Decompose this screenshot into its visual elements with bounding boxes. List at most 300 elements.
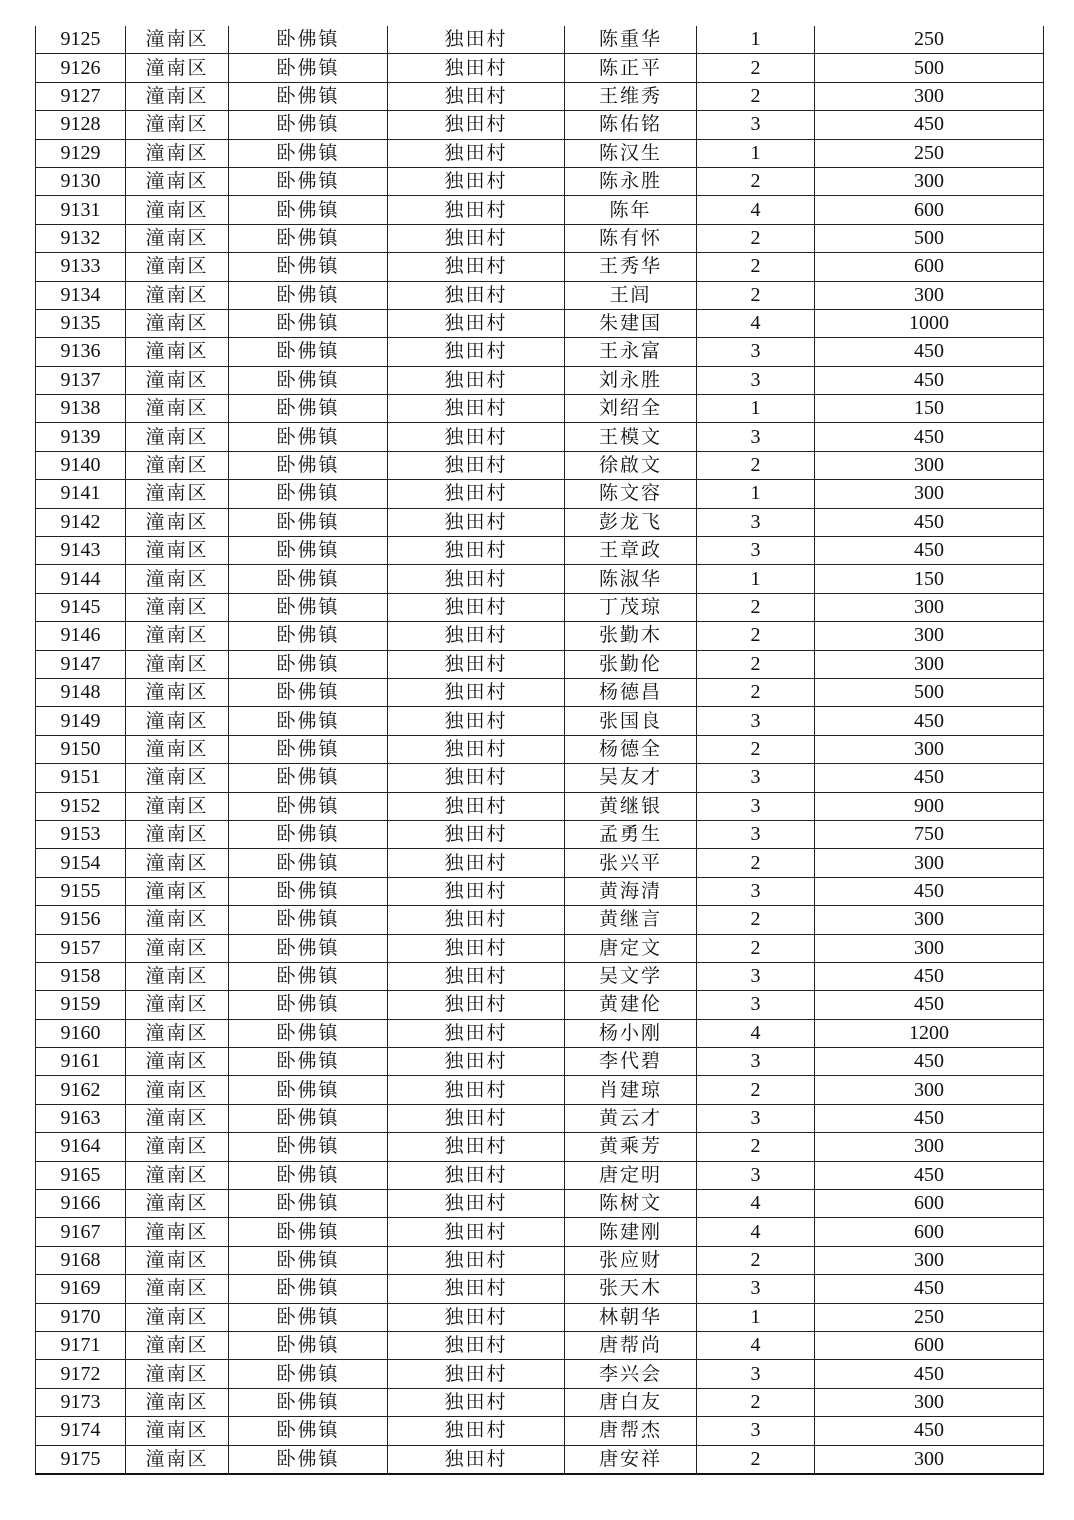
cell-village: 独田村 xyxy=(388,537,565,565)
cell-name: 唐安祥 xyxy=(565,1445,697,1474)
cell-town: 卧佛镇 xyxy=(229,508,388,536)
cell-village: 独田村 xyxy=(388,1048,565,1076)
table-row xyxy=(36,735,1044,763)
cell-district: 潼南区 xyxy=(126,1048,229,1076)
cell-town: 卧佛镇 xyxy=(229,792,388,820)
cell-count: 3 xyxy=(697,764,815,792)
cell-serial-number: 9159 xyxy=(36,991,126,1019)
cell-count: 2 xyxy=(697,735,815,763)
cell-serial-number: 9131 xyxy=(36,196,126,224)
cell-village: 独田村 xyxy=(388,82,565,110)
cell-amount: 300 xyxy=(815,934,1044,962)
cell-serial-number: 9134 xyxy=(36,281,126,309)
cell-count: 4 xyxy=(697,309,815,337)
cell-district: 潼南区 xyxy=(126,622,229,650)
table-row xyxy=(36,309,1044,337)
cell-town: 卧佛镇 xyxy=(229,1388,388,1416)
cell-count: 2 xyxy=(697,849,815,877)
cell-amount: 600 xyxy=(815,1190,1044,1218)
table-row xyxy=(36,423,1044,451)
cell-district: 潼南区 xyxy=(126,1275,229,1303)
cell-name: 朱建国 xyxy=(565,309,697,337)
cell-district: 潼南区 xyxy=(126,26,229,54)
cell-town: 卧佛镇 xyxy=(229,764,388,792)
cell-serial-number: 9169 xyxy=(36,1275,126,1303)
cell-name: 陈佑铭 xyxy=(565,111,697,139)
cell-district: 潼南区 xyxy=(126,139,229,167)
cell-amount: 300 xyxy=(815,1133,1044,1161)
cell-village: 独田村 xyxy=(388,820,565,848)
cell-town: 卧佛镇 xyxy=(229,1303,388,1331)
cell-town: 卧佛镇 xyxy=(229,1076,388,1104)
cell-count: 3 xyxy=(697,792,815,820)
cell-district: 潼南区 xyxy=(126,508,229,536)
table-row xyxy=(36,253,1044,281)
cell-amount: 450 xyxy=(815,537,1044,565)
cell-town: 卧佛镇 xyxy=(229,906,388,934)
cell-count: 1 xyxy=(697,1303,815,1331)
cell-town: 卧佛镇 xyxy=(229,82,388,110)
cell-name: 唐定文 xyxy=(565,934,697,962)
table-row xyxy=(36,1445,1044,1474)
cell-amount: 300 xyxy=(815,906,1044,934)
cell-count: 2 xyxy=(697,1246,815,1274)
table-row xyxy=(36,167,1044,195)
cell-name: 徐啟文 xyxy=(565,451,697,479)
cell-name: 杨德全 xyxy=(565,735,697,763)
table-row xyxy=(36,366,1044,394)
table-row xyxy=(36,26,1044,54)
cell-serial-number: 9137 xyxy=(36,366,126,394)
cell-name: 黄继言 xyxy=(565,906,697,934)
cell-count: 4 xyxy=(697,1190,815,1218)
cell-name: 丁茂琼 xyxy=(565,593,697,621)
cell-village: 独田村 xyxy=(388,991,565,1019)
cell-count: 3 xyxy=(697,707,815,735)
cell-amount: 300 xyxy=(815,650,1044,678)
cell-serial-number: 9128 xyxy=(36,111,126,139)
cell-village: 独田村 xyxy=(388,792,565,820)
table-row xyxy=(36,451,1044,479)
cell-district: 潼南区 xyxy=(126,253,229,281)
cell-name: 李兴会 xyxy=(565,1360,697,1388)
cell-count: 4 xyxy=(697,1218,815,1246)
cell-town: 卧佛镇 xyxy=(229,366,388,394)
cell-name: 杨德昌 xyxy=(565,678,697,706)
cell-amount: 300 xyxy=(815,593,1044,621)
cell-count: 3 xyxy=(697,1048,815,1076)
table-row xyxy=(36,962,1044,990)
cell-village: 独田村 xyxy=(388,877,565,905)
cell-count: 3 xyxy=(697,820,815,848)
cell-village: 独田村 xyxy=(388,1445,565,1474)
cell-count: 4 xyxy=(697,196,815,224)
cell-village: 独田村 xyxy=(388,224,565,252)
cell-name: 王章政 xyxy=(565,537,697,565)
cell-village: 独田村 xyxy=(388,395,565,423)
cell-town: 卧佛镇 xyxy=(229,820,388,848)
cell-count: 3 xyxy=(697,508,815,536)
table-row xyxy=(36,537,1044,565)
cell-village: 独田村 xyxy=(388,196,565,224)
cell-name: 黄继银 xyxy=(565,792,697,820)
table-row xyxy=(36,622,1044,650)
cell-name: 张天木 xyxy=(565,1275,697,1303)
cell-town: 卧佛镇 xyxy=(229,622,388,650)
cell-count: 1 xyxy=(697,26,815,54)
cell-name: 张勤木 xyxy=(565,622,697,650)
cell-amount: 450 xyxy=(815,508,1044,536)
table-row xyxy=(36,281,1044,309)
cell-name: 张勤伦 xyxy=(565,650,697,678)
cell-village: 独田村 xyxy=(388,111,565,139)
cell-town: 卧佛镇 xyxy=(229,1218,388,1246)
cell-amount: 1000 xyxy=(815,309,1044,337)
cell-count: 2 xyxy=(697,934,815,962)
cell-district: 潼南区 xyxy=(126,196,229,224)
cell-village: 独田村 xyxy=(388,451,565,479)
cell-town: 卧佛镇 xyxy=(229,54,388,82)
cell-count: 2 xyxy=(697,906,815,934)
cell-village: 独田村 xyxy=(388,1275,565,1303)
cell-village: 独田村 xyxy=(388,650,565,678)
cell-village: 独田村 xyxy=(388,480,565,508)
cell-serial-number: 9163 xyxy=(36,1104,126,1132)
cell-amount: 300 xyxy=(815,1076,1044,1104)
cell-count: 3 xyxy=(697,1360,815,1388)
cell-village: 独田村 xyxy=(388,962,565,990)
table-row xyxy=(36,111,1044,139)
cell-count: 2 xyxy=(697,678,815,706)
cell-amount: 450 xyxy=(815,991,1044,1019)
cell-name: 陈重华 xyxy=(565,26,697,54)
cell-amount: 450 xyxy=(815,707,1044,735)
cell-district: 潼南区 xyxy=(126,1019,229,1047)
table-row xyxy=(36,196,1044,224)
table-row xyxy=(36,849,1044,877)
cell-district: 潼南区 xyxy=(126,934,229,962)
cell-district: 潼南区 xyxy=(126,54,229,82)
cell-count: 3 xyxy=(697,1104,815,1132)
cell-name: 杨小刚 xyxy=(565,1019,697,1047)
cell-name: 吴文学 xyxy=(565,962,697,990)
cell-town: 卧佛镇 xyxy=(229,877,388,905)
cell-count: 2 xyxy=(697,167,815,195)
cell-amount: 250 xyxy=(815,139,1044,167)
cell-town: 卧佛镇 xyxy=(229,1048,388,1076)
cell-town: 卧佛镇 xyxy=(229,338,388,366)
cell-amount: 600 xyxy=(815,253,1044,281)
cell-serial-number: 9160 xyxy=(36,1019,126,1047)
cell-district: 潼南区 xyxy=(126,565,229,593)
cell-serial-number: 9135 xyxy=(36,309,126,337)
cell-village: 独田村 xyxy=(388,281,565,309)
cell-count: 3 xyxy=(697,338,815,366)
cell-village: 独田村 xyxy=(388,1104,565,1132)
cell-count: 2 xyxy=(697,224,815,252)
cell-district: 潼南区 xyxy=(126,224,229,252)
cell-amount: 500 xyxy=(815,678,1044,706)
cell-serial-number: 9162 xyxy=(36,1076,126,1104)
cell-count: 2 xyxy=(697,1445,815,1474)
cell-serial-number: 9166 xyxy=(36,1190,126,1218)
table-row xyxy=(36,1360,1044,1388)
cell-serial-number: 9172 xyxy=(36,1360,126,1388)
cell-village: 独田村 xyxy=(388,764,565,792)
cell-district: 潼南区 xyxy=(126,167,229,195)
cell-town: 卧佛镇 xyxy=(229,395,388,423)
cell-town: 卧佛镇 xyxy=(229,1161,388,1189)
cell-town: 卧佛镇 xyxy=(229,991,388,1019)
cell-district: 潼南区 xyxy=(126,906,229,934)
cell-name: 唐白友 xyxy=(565,1388,697,1416)
table-row xyxy=(36,139,1044,167)
cell-serial-number: 9126 xyxy=(36,54,126,82)
cell-count: 3 xyxy=(697,111,815,139)
cell-serial-number: 9141 xyxy=(36,480,126,508)
cell-town: 卧佛镇 xyxy=(229,451,388,479)
cell-name: 陈汉生 xyxy=(565,139,697,167)
cell-district: 潼南区 xyxy=(126,338,229,366)
cell-serial-number: 9150 xyxy=(36,735,126,763)
table-row xyxy=(36,1417,1044,1445)
cell-town: 卧佛镇 xyxy=(229,1104,388,1132)
cell-count: 3 xyxy=(697,962,815,990)
cell-serial-number: 9175 xyxy=(36,1445,126,1474)
cell-town: 卧佛镇 xyxy=(229,1246,388,1274)
cell-amount: 300 xyxy=(815,480,1044,508)
cell-name: 陈年 xyxy=(565,196,697,224)
cell-amount: 450 xyxy=(815,1104,1044,1132)
cell-village: 独田村 xyxy=(388,1190,565,1218)
cell-count: 2 xyxy=(697,593,815,621)
cell-district: 潼南区 xyxy=(126,1104,229,1132)
table-row xyxy=(36,338,1044,366)
cell-count: 3 xyxy=(697,991,815,1019)
cell-count: 1 xyxy=(697,565,815,593)
cell-amount: 500 xyxy=(815,54,1044,82)
cell-village: 独田村 xyxy=(388,1218,565,1246)
cell-village: 独田村 xyxy=(388,593,565,621)
cell-town: 卧佛镇 xyxy=(229,1275,388,1303)
cell-name: 王闾 xyxy=(565,281,697,309)
cell-count: 3 xyxy=(697,366,815,394)
cell-district: 潼南区 xyxy=(126,537,229,565)
cell-town: 卧佛镇 xyxy=(229,111,388,139)
cell-serial-number: 9145 xyxy=(36,593,126,621)
cell-amount: 300 xyxy=(815,735,1044,763)
cell-district: 潼南区 xyxy=(126,309,229,337)
cell-name: 张应财 xyxy=(565,1246,697,1274)
cell-count: 2 xyxy=(697,253,815,281)
table-row xyxy=(36,1104,1044,1132)
cell-district: 潼南区 xyxy=(126,991,229,1019)
cell-district: 潼南区 xyxy=(126,1360,229,1388)
cell-village: 独田村 xyxy=(388,253,565,281)
cell-serial-number: 9132 xyxy=(36,224,126,252)
cell-district: 潼南区 xyxy=(126,678,229,706)
cell-village: 独田村 xyxy=(388,735,565,763)
cell-count: 3 xyxy=(697,1417,815,1445)
table-row xyxy=(36,678,1044,706)
table-row xyxy=(36,395,1044,423)
table-row xyxy=(36,906,1044,934)
cell-amount: 1200 xyxy=(815,1019,1044,1047)
cell-amount: 500 xyxy=(815,224,1044,252)
cell-serial-number: 9142 xyxy=(36,508,126,536)
cell-serial-number: 9136 xyxy=(36,338,126,366)
cell-town: 卧佛镇 xyxy=(229,1417,388,1445)
cell-count: 3 xyxy=(697,537,815,565)
cell-name: 陈淑华 xyxy=(565,565,697,593)
cell-name: 陈有怀 xyxy=(565,224,697,252)
cell-village: 独田村 xyxy=(388,849,565,877)
cell-village: 独田村 xyxy=(388,54,565,82)
cell-serial-number: 9174 xyxy=(36,1417,126,1445)
cell-amount: 300 xyxy=(815,622,1044,650)
cell-name: 肖建琼 xyxy=(565,1076,697,1104)
cell-serial-number: 9158 xyxy=(36,962,126,990)
cell-district: 潼南区 xyxy=(126,1161,229,1189)
cell-village: 独田村 xyxy=(388,167,565,195)
cell-name: 刘绍全 xyxy=(565,395,697,423)
cell-town: 卧佛镇 xyxy=(229,281,388,309)
table-row xyxy=(36,877,1044,905)
cell-serial-number: 9140 xyxy=(36,451,126,479)
cell-count: 4 xyxy=(697,1019,815,1047)
cell-village: 独田村 xyxy=(388,1133,565,1161)
cell-name: 李代碧 xyxy=(565,1048,697,1076)
cell-serial-number: 9171 xyxy=(36,1331,126,1359)
cell-district: 潼南区 xyxy=(126,707,229,735)
cell-serial-number: 9147 xyxy=(36,650,126,678)
cell-amount: 600 xyxy=(815,1331,1044,1359)
cell-name: 陈文容 xyxy=(565,480,697,508)
cell-district: 潼南区 xyxy=(126,1076,229,1104)
cell-serial-number: 9170 xyxy=(36,1303,126,1331)
cell-amount: 300 xyxy=(815,167,1044,195)
cell-serial-number: 9139 xyxy=(36,423,126,451)
cell-village: 独田村 xyxy=(388,622,565,650)
table-row xyxy=(36,1133,1044,1161)
table-row xyxy=(36,593,1044,621)
cell-name: 孟勇生 xyxy=(565,820,697,848)
table-row xyxy=(36,792,1044,820)
cell-name: 张国良 xyxy=(565,707,697,735)
table-row xyxy=(36,480,1044,508)
cell-town: 卧佛镇 xyxy=(229,1190,388,1218)
cell-town: 卧佛镇 xyxy=(229,537,388,565)
cell-serial-number: 9125 xyxy=(36,26,126,54)
cell-amount: 150 xyxy=(815,395,1044,423)
cell-district: 潼南区 xyxy=(126,1133,229,1161)
cell-village: 独田村 xyxy=(388,26,565,54)
cell-serial-number: 9168 xyxy=(36,1246,126,1274)
cell-name: 吴友才 xyxy=(565,764,697,792)
cell-district: 潼南区 xyxy=(126,423,229,451)
cell-amount: 600 xyxy=(815,196,1044,224)
cell-name: 黄云才 xyxy=(565,1104,697,1132)
cell-town: 卧佛镇 xyxy=(229,735,388,763)
cell-serial-number: 9154 xyxy=(36,849,126,877)
cell-name: 黄海清 xyxy=(565,877,697,905)
cell-count: 4 xyxy=(697,1331,815,1359)
cell-count: 3 xyxy=(697,1275,815,1303)
cell-district: 潼南区 xyxy=(126,820,229,848)
cell-amount: 600 xyxy=(815,1218,1044,1246)
cell-village: 独田村 xyxy=(388,309,565,337)
cell-serial-number: 9138 xyxy=(36,395,126,423)
cell-count: 3 xyxy=(697,877,815,905)
cell-name: 王模文 xyxy=(565,423,697,451)
cell-town: 卧佛镇 xyxy=(229,480,388,508)
table-row xyxy=(36,820,1044,848)
cell-village: 独田村 xyxy=(388,1303,565,1331)
cell-amount: 150 xyxy=(815,565,1044,593)
cell-village: 独田村 xyxy=(388,906,565,934)
cell-serial-number: 9143 xyxy=(36,537,126,565)
table-row xyxy=(36,54,1044,82)
cell-count: 2 xyxy=(697,281,815,309)
cell-district: 潼南区 xyxy=(126,1388,229,1416)
table-row xyxy=(36,1019,1044,1047)
cell-serial-number: 9148 xyxy=(36,678,126,706)
cell-serial-number: 9127 xyxy=(36,82,126,110)
cell-serial-number: 9153 xyxy=(36,820,126,848)
cell-district: 潼南区 xyxy=(126,650,229,678)
household-table xyxy=(35,26,1044,1475)
cell-town: 卧佛镇 xyxy=(229,934,388,962)
cell-district: 潼南区 xyxy=(126,1246,229,1274)
cell-village: 独田村 xyxy=(388,338,565,366)
cell-amount: 450 xyxy=(815,877,1044,905)
cell-district: 潼南区 xyxy=(126,1218,229,1246)
cell-district: 潼南区 xyxy=(126,366,229,394)
cell-town: 卧佛镇 xyxy=(229,309,388,337)
cell-village: 独田村 xyxy=(388,934,565,962)
cell-name: 刘永胜 xyxy=(565,366,697,394)
cell-village: 独田村 xyxy=(388,678,565,706)
cell-name: 黄乘芳 xyxy=(565,1133,697,1161)
cell-district: 潼南区 xyxy=(126,792,229,820)
cell-district: 潼南区 xyxy=(126,1190,229,1218)
table-row xyxy=(36,1190,1044,1218)
cell-town: 卧佛镇 xyxy=(229,707,388,735)
cell-town: 卧佛镇 xyxy=(229,167,388,195)
table-row xyxy=(36,224,1044,252)
cell-district: 潼南区 xyxy=(126,480,229,508)
cell-town: 卧佛镇 xyxy=(229,650,388,678)
cell-count: 2 xyxy=(697,1076,815,1104)
cell-town: 卧佛镇 xyxy=(229,1445,388,1474)
cell-amount: 450 xyxy=(815,962,1044,990)
table-row xyxy=(36,764,1044,792)
cell-serial-number: 9161 xyxy=(36,1048,126,1076)
table-row xyxy=(36,1275,1044,1303)
cell-village: 独田村 xyxy=(388,1360,565,1388)
cell-village: 独田村 xyxy=(388,423,565,451)
cell-serial-number: 9133 xyxy=(36,253,126,281)
cell-district: 潼南区 xyxy=(126,593,229,621)
table-row xyxy=(36,991,1044,1019)
cell-serial-number: 9155 xyxy=(36,877,126,905)
cell-amount: 300 xyxy=(815,1445,1044,1474)
cell-village: 独田村 xyxy=(388,1331,565,1359)
cell-district: 潼南区 xyxy=(126,735,229,763)
table-row xyxy=(36,565,1044,593)
cell-amount: 300 xyxy=(815,1246,1044,1274)
cell-name: 王永富 xyxy=(565,338,697,366)
